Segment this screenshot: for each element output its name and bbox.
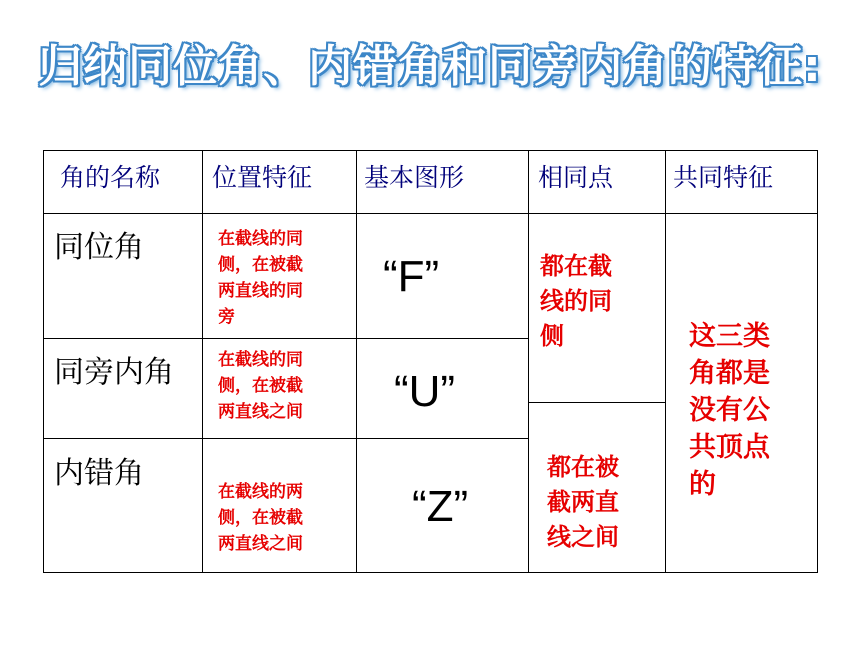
position-line: 在截线的同	[218, 350, 303, 370]
angle-name-same-side-interior: 同旁内角	[54, 355, 174, 390]
same-point-line: 线之间	[547, 523, 619, 551]
same-point-divider	[529, 402, 665, 403]
shape-f: “F”	[383, 252, 440, 301]
column-divider-4	[665, 150, 666, 573]
common-feature-line: 这三类	[689, 321, 770, 352]
column-divider-1	[202, 150, 203, 573]
common-feature-text	[689, 318, 770, 503]
same-point-line: 都在截	[540, 252, 612, 280]
position-feature-alternate-interior	[218, 479, 303, 557]
position-line: 旁	[218, 307, 235, 327]
angle-name-alternate-interior: 内错角	[54, 456, 144, 491]
table-border-bottom	[43, 572, 818, 573]
common-feature-line: 角都是	[689, 358, 770, 389]
column-divider-2	[356, 150, 357, 573]
position-line: 侧，在被截	[218, 255, 303, 275]
header-angle-name: 角的名称	[60, 163, 161, 192]
position-feature-same-side-interior	[218, 347, 303, 425]
table-border-left	[43, 150, 44, 573]
angle-name-corresponding: 同位角	[54, 230, 144, 265]
position-line: 在截线的同	[218, 229, 303, 249]
table-header-divider	[43, 213, 818, 214]
position-line: 在截线的两	[218, 482, 303, 502]
common-feature-line: 没有公	[689, 395, 770, 426]
position-line: 侧，在被截	[218, 508, 303, 528]
same-point-same-side	[540, 249, 612, 354]
same-point-line: 截两直	[547, 488, 619, 516]
common-feature-line: 的	[689, 469, 716, 500]
same-point-line: 线的同	[540, 287, 612, 315]
common-feature-line: 共顶点	[689, 432, 770, 463]
shape-u: “U”	[394, 367, 456, 416]
shape-z: “Z”	[412, 482, 469, 531]
row-divider-2	[43, 438, 529, 439]
header-basic-shape: 基本图形	[364, 163, 465, 192]
row-divider-1	[43, 338, 529, 339]
column-divider-3	[528, 150, 529, 573]
table-border-right	[817, 150, 818, 573]
header-common-feature: 共同特征	[673, 163, 774, 192]
same-point-line: 侧	[540, 322, 564, 350]
position-line: 侧，在被截	[218, 376, 303, 396]
same-point-line: 都在被	[547, 453, 619, 481]
position-feature-corresponding	[218, 226, 303, 330]
position-line: 两直线的同	[218, 281, 303, 301]
same-point-between-lines	[547, 450, 619, 555]
header-same-point: 相同点	[538, 163, 614, 192]
table-border-top	[43, 150, 818, 151]
header-position-feature: 位置特征	[212, 163, 313, 192]
page-title: 归纳同位角、内错角和同旁内角的特征:	[38, 41, 822, 92]
position-line: 两直线之间	[218, 534, 303, 554]
position-line: 两直线之间	[218, 402, 303, 422]
